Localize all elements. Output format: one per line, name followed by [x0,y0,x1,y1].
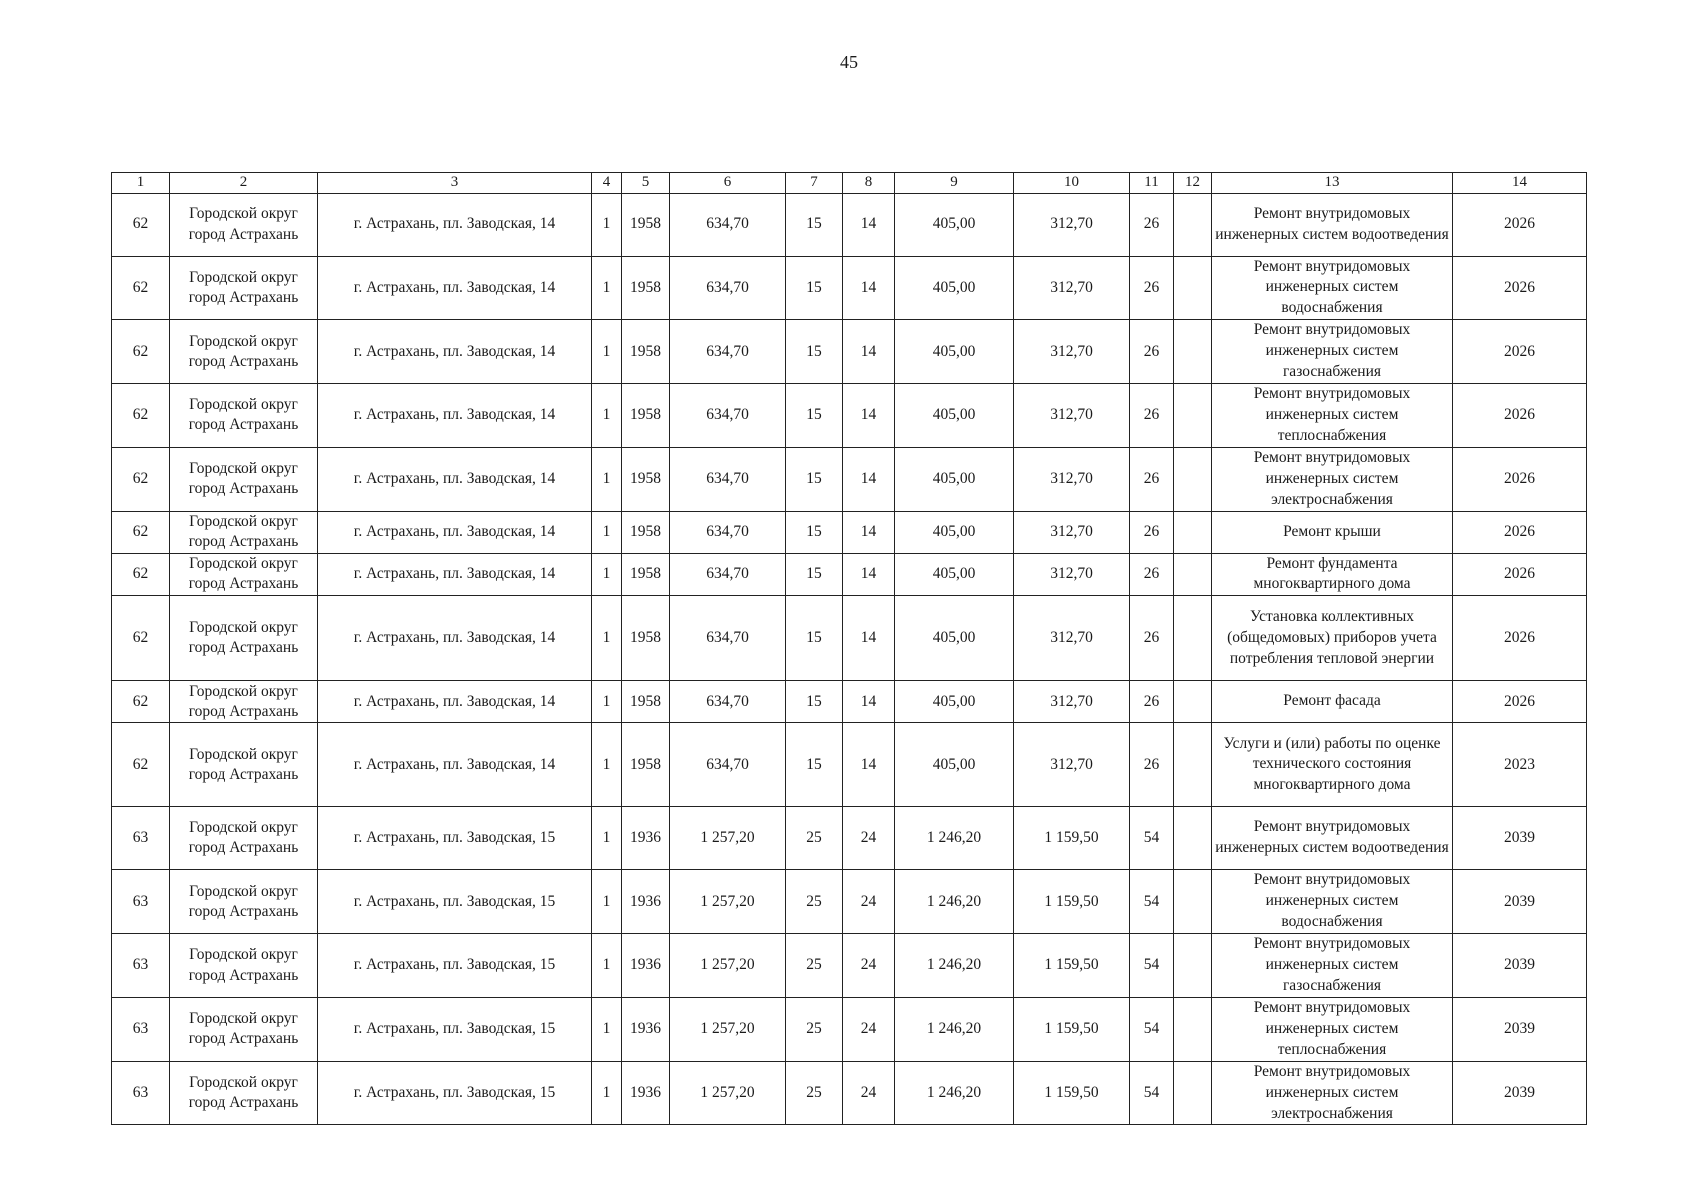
floors-cell: 15 [786,447,843,511]
entrance-count-cell: 1 [592,384,622,448]
planned-year-cell: 2026 [1453,553,1587,596]
owned-area-cell: 312,70 [1014,553,1130,596]
residents-cell: 26 [1130,511,1174,553]
total-area-cell: 1 257,20 [670,997,786,1061]
apartments-cell: 24 [843,997,895,1061]
address-cell: г. Астрахань, пл. Заводская, 15 [318,1061,592,1125]
row-number-cell: 62 [112,256,170,320]
table-row [112,447,1587,511]
column-number-header: 4 [592,173,622,194]
floors-cell: 15 [786,596,843,681]
address-cell: г. Астрахань, пл. Заводская, 14 [318,511,592,553]
row-number-cell: 62 [112,447,170,511]
planned-year-cell: 2026 [1453,384,1587,448]
year-built-cell: 1958 [622,193,670,256]
column-12-cell [1174,193,1212,256]
living-area-cell: 405,00 [895,193,1014,256]
column-number-header: 9 [895,173,1014,194]
year-built-cell: 1958 [622,447,670,511]
total-area-cell: 1 257,20 [670,807,786,870]
owned-area-cell: 312,70 [1014,723,1130,807]
column-number-header: 12 [1174,173,1212,194]
work-type-cell: Услуги и (или) работы по оценке технического состояния многоквартирного дома [1212,723,1453,807]
table-row [112,320,1587,384]
residents-cell: 54 [1130,807,1174,870]
municipality-cell: Городской округ город Астрахань [170,1061,318,1125]
address-cell: г. Астрахань, пл. Заводская, 15 [318,870,592,934]
floors-cell: 25 [786,997,843,1061]
residents-cell: 26 [1130,320,1174,384]
floors-cell: 15 [786,384,843,448]
owned-area-cell: 312,70 [1014,511,1130,553]
planned-year-cell: 2026 [1453,447,1587,511]
owned-area-cell: 1 159,50 [1014,934,1130,998]
owned-area-cell: 1 159,50 [1014,1061,1130,1125]
table-row [112,870,1587,934]
year-built-cell: 1958 [622,384,670,448]
owned-area-cell: 1 159,50 [1014,997,1130,1061]
year-built-cell: 1958 [622,256,670,320]
row-number-cell: 62 [112,193,170,256]
municipality-cell: Городской округ город Астрахань [170,807,318,870]
planned-year-cell: 2026 [1453,681,1587,723]
residents-cell: 26 [1130,553,1174,596]
column-12-cell [1174,934,1212,998]
floors-cell: 25 [786,1061,843,1125]
column-12-cell [1174,807,1212,870]
total-area-cell: 634,70 [670,511,786,553]
owned-area-cell: 312,70 [1014,596,1130,681]
municipality-cell: Городской округ город Астрахань [170,934,318,998]
living-area-cell: 405,00 [895,447,1014,511]
total-area-cell: 634,70 [670,681,786,723]
entrance-count-cell: 1 [592,511,622,553]
total-area-cell: 1 257,20 [670,870,786,934]
column-number-header: 5 [622,173,670,194]
residents-cell: 54 [1130,934,1174,998]
work-type-cell: Ремонт внутридомовых инженерных систем водоотведения [1212,807,1453,870]
living-area-cell: 405,00 [895,553,1014,596]
residents-cell: 26 [1130,723,1174,807]
column-12-cell [1174,511,1212,553]
year-built-cell: 1958 [622,723,670,807]
work-type-cell: Ремонт внутридомовых инженерных систем газоснабжения [1212,320,1453,384]
entrance-count-cell: 1 [592,320,622,384]
apartments-cell: 14 [843,511,895,553]
work-type-cell: Ремонт внутридомовых инженерных систем водоснабжения [1212,870,1453,934]
row-number-cell: 63 [112,807,170,870]
row-number-cell: 62 [112,553,170,596]
column-12-cell [1174,447,1212,511]
municipality-cell: Городской округ город Астрахань [170,511,318,553]
total-area-cell: 634,70 [670,193,786,256]
year-built-cell: 1958 [622,596,670,681]
planned-year-cell: 2023 [1453,723,1587,807]
floors-cell: 15 [786,723,843,807]
column-number-header: 3 [318,173,592,194]
floors-cell: 15 [786,193,843,256]
apartments-cell: 14 [843,681,895,723]
work-type-cell: Ремонт внутридомовых инженерных систем теплоснабжения [1212,997,1453,1061]
apartments-cell: 14 [843,723,895,807]
planned-year-cell: 2026 [1453,193,1587,256]
entrance-count-cell: 1 [592,681,622,723]
living-area-cell: 405,00 [895,511,1014,553]
column-12-cell [1174,553,1212,596]
municipality-cell: Городской округ город Астрахань [170,723,318,807]
column-number-header: 14 [1453,173,1587,194]
page-number: 45 [840,52,858,72]
total-area-cell: 1 257,20 [670,1061,786,1125]
address-cell: г. Астрахань, пл. Заводская, 14 [318,193,592,256]
address-cell: г. Астрахань, пл. Заводская, 14 [318,384,592,448]
floors-cell: 15 [786,256,843,320]
municipality-cell: Городской округ город Астрахань [170,384,318,448]
planned-year-cell: 2026 [1453,256,1587,320]
address-cell: г. Астрахань, пл. Заводская, 14 [318,596,592,681]
column-number-row [112,173,1587,194]
row-number-cell: 62 [112,596,170,681]
entrance-count-cell: 1 [592,1061,622,1125]
planned-year-cell: 2039 [1453,934,1587,998]
residents-cell: 26 [1130,256,1174,320]
residents-cell: 26 [1130,447,1174,511]
entrance-count-cell: 1 [592,447,622,511]
work-type-cell: Ремонт фундамента многоквартирного дома [1212,553,1453,596]
total-area-cell: 634,70 [670,723,786,807]
column-number-header: 11 [1130,173,1174,194]
entrance-count-cell: 1 [592,870,622,934]
living-area-cell: 405,00 [895,256,1014,320]
address-cell: г. Астрахань, пл. Заводская, 14 [318,681,592,723]
planned-year-cell: 2039 [1453,807,1587,870]
capital-repair-table [111,172,1587,1125]
living-area-cell: 405,00 [895,723,1014,807]
apartments-cell: 24 [843,807,895,870]
work-type-cell: Ремонт внутридомовых инженерных систем газоснабжения [1212,934,1453,998]
column-12-cell [1174,997,1212,1061]
table-row [112,596,1587,681]
work-type-cell: Ремонт внутридомовых инженерных систем водоотведения [1212,193,1453,256]
address-cell: г. Астрахань, пл. Заводская, 14 [318,723,592,807]
owned-area-cell: 312,70 [1014,320,1130,384]
owned-area-cell: 312,70 [1014,447,1130,511]
row-number-cell: 63 [112,1061,170,1125]
table-row [112,997,1587,1061]
residents-cell: 26 [1130,384,1174,448]
row-number-cell: 62 [112,681,170,723]
owned-area-cell: 312,70 [1014,681,1130,723]
column-12-cell [1174,596,1212,681]
planned-year-cell: 2026 [1453,320,1587,384]
floors-cell: 25 [786,807,843,870]
table-row [112,193,1587,256]
living-area-cell: 405,00 [895,596,1014,681]
floors-cell: 15 [786,681,843,723]
work-type-cell: Ремонт фасада [1212,681,1453,723]
column-number-header: 6 [670,173,786,194]
municipality-cell: Городской округ город Астрахань [170,681,318,723]
apartments-cell: 14 [843,256,895,320]
address-cell: г. Астрахань, пл. Заводская, 15 [318,934,592,998]
total-area-cell: 1 257,20 [670,934,786,998]
municipality-cell: Городской округ город Астрахань [170,553,318,596]
total-area-cell: 634,70 [670,447,786,511]
entrance-count-cell: 1 [592,193,622,256]
address-cell: г. Астрахань, пл. Заводская, 14 [318,447,592,511]
column-number-header: 10 [1014,173,1130,194]
year-built-cell: 1958 [622,320,670,384]
column-12-cell [1174,870,1212,934]
floors-cell: 15 [786,511,843,553]
column-12-cell [1174,384,1212,448]
planned-year-cell: 2039 [1453,870,1587,934]
table-body [112,193,1587,1125]
municipality-cell: Городской округ город Астрахань [170,320,318,384]
residents-cell: 26 [1130,681,1174,723]
living-area-cell: 405,00 [895,320,1014,384]
work-type-cell: Ремонт внутридомовых инженерных систем электроснабжения [1212,1061,1453,1125]
entrance-count-cell: 1 [592,934,622,998]
municipality-cell: Городской округ город Астрахань [170,447,318,511]
entrance-count-cell: 1 [592,723,622,807]
living-area-cell: 405,00 [895,384,1014,448]
column-number-header: 1 [112,173,170,194]
table-row [112,384,1587,448]
apartments-cell: 14 [843,193,895,256]
living-area-cell: 1 246,20 [895,1061,1014,1125]
year-built-cell: 1936 [622,997,670,1061]
column-12-cell [1174,681,1212,723]
entrance-count-cell: 1 [592,807,622,870]
living-area-cell: 405,00 [895,681,1014,723]
living-area-cell: 1 246,20 [895,997,1014,1061]
row-number-cell: 62 [112,511,170,553]
table-row [112,681,1587,723]
municipality-cell: Городской округ город Астрахань [170,596,318,681]
apartments-cell: 24 [843,934,895,998]
address-cell: г. Астрахань, пл. Заводская, 14 [318,320,592,384]
column-number-header: 8 [843,173,895,194]
residents-cell: 54 [1130,997,1174,1061]
municipality-cell: Городской округ город Астрахань [170,256,318,320]
year-built-cell: 1958 [622,681,670,723]
entrance-count-cell: 1 [592,553,622,596]
column-number-header: 7 [786,173,843,194]
work-type-cell: Ремонт внутридомовых инженерных систем водоснабжения [1212,256,1453,320]
residents-cell: 26 [1130,193,1174,256]
entrance-count-cell: 1 [592,997,622,1061]
year-built-cell: 1958 [622,553,670,596]
floors-cell: 25 [786,870,843,934]
column-12-cell [1174,320,1212,384]
year-built-cell: 1936 [622,1061,670,1125]
living-area-cell: 1 246,20 [895,870,1014,934]
table-row [112,511,1587,553]
address-cell: г. Астрахань, пл. Заводская, 14 [318,256,592,320]
planned-year-cell: 2026 [1453,511,1587,553]
year-built-cell: 1958 [622,511,670,553]
planned-year-cell: 2039 [1453,1061,1587,1125]
total-area-cell: 634,70 [670,384,786,448]
address-cell: г. Астрахань, пл. Заводская, 15 [318,997,592,1061]
column-number-header: 13 [1212,173,1453,194]
table-row [112,553,1587,596]
floors-cell: 15 [786,553,843,596]
table-row [112,1061,1587,1125]
entrance-count-cell: 1 [592,596,622,681]
row-number-cell: 62 [112,384,170,448]
table-row [112,807,1587,870]
table-row [112,256,1587,320]
row-number-cell: 63 [112,934,170,998]
apartments-cell: 24 [843,1061,895,1125]
living-area-cell: 1 246,20 [895,807,1014,870]
column-number-header: 2 [170,173,318,194]
total-area-cell: 634,70 [670,553,786,596]
apartments-cell: 14 [843,596,895,681]
owned-area-cell: 312,70 [1014,256,1130,320]
municipality-cell: Городской округ город Астрахань [170,193,318,256]
floors-cell: 15 [786,320,843,384]
residents-cell: 54 [1130,1061,1174,1125]
row-number-cell: 63 [112,997,170,1061]
column-12-cell [1174,1061,1212,1125]
residents-cell: 26 [1130,596,1174,681]
work-type-cell: Ремонт внутридомовых инженерных систем теплоснабжения [1212,384,1453,448]
apartments-cell: 24 [843,870,895,934]
year-built-cell: 1936 [622,934,670,998]
total-area-cell: 634,70 [670,256,786,320]
owned-area-cell: 312,70 [1014,193,1130,256]
row-number-cell: 62 [112,723,170,807]
address-cell: г. Астрахань, пл. Заводская, 15 [318,807,592,870]
total-area-cell: 634,70 [670,596,786,681]
owned-area-cell: 1 159,50 [1014,870,1130,934]
planned-year-cell: 2026 [1453,596,1587,681]
work-type-cell: Ремонт крыши [1212,511,1453,553]
apartments-cell: 14 [843,553,895,596]
owned-area-cell: 312,70 [1014,384,1130,448]
address-cell: г. Астрахань, пл. Заводская, 14 [318,553,592,596]
planned-year-cell: 2039 [1453,997,1587,1061]
work-type-cell: Установка коллективных (общедомовых) приборов учета потребления тепловой энергии [1212,596,1453,681]
year-built-cell: 1936 [622,870,670,934]
total-area-cell: 634,70 [670,320,786,384]
apartments-cell: 14 [843,447,895,511]
row-number-cell: 62 [112,320,170,384]
column-12-cell [1174,256,1212,320]
entrance-count-cell: 1 [592,256,622,320]
work-type-cell: Ремонт внутридомовых инженерных систем электроснабжения [1212,447,1453,511]
column-12-cell [1174,723,1212,807]
apartments-cell: 14 [843,320,895,384]
residents-cell: 54 [1130,870,1174,934]
living-area-cell: 1 246,20 [895,934,1014,998]
table-row [112,934,1587,998]
owned-area-cell: 1 159,50 [1014,807,1130,870]
municipality-cell: Городской округ город Астрахань [170,997,318,1061]
municipality-cell: Городской округ город Астрахань [170,870,318,934]
apartments-cell: 14 [843,384,895,448]
row-number-cell: 63 [112,870,170,934]
floors-cell: 25 [786,934,843,998]
year-built-cell: 1936 [622,807,670,870]
table-row [112,723,1587,807]
